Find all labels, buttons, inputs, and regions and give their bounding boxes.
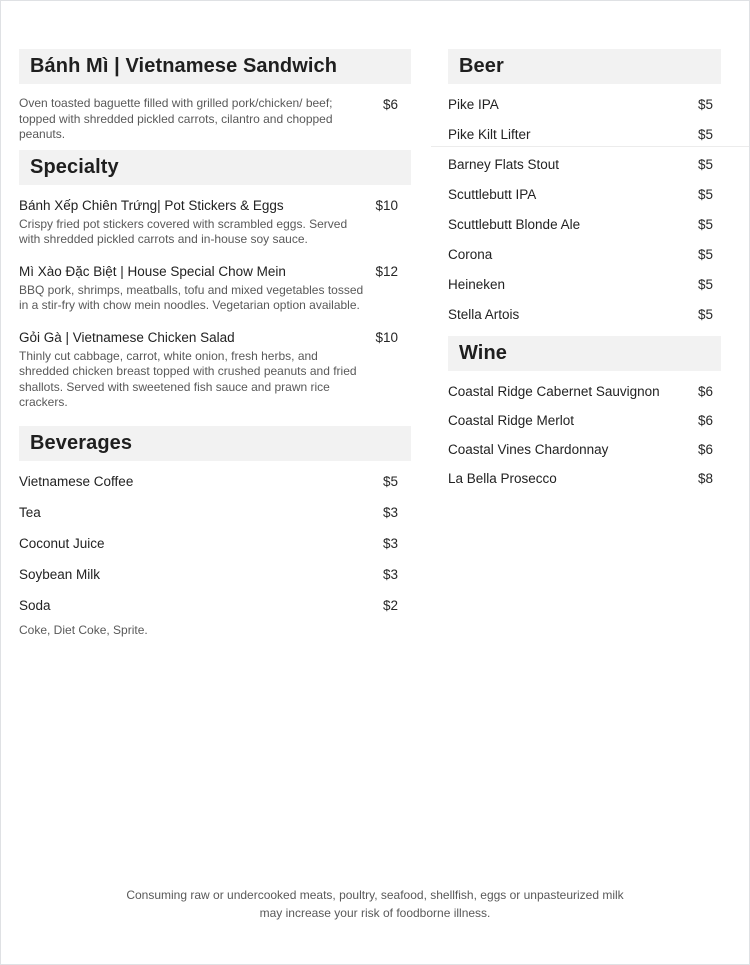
item-name: Coastal Ridge Merlot xyxy=(448,413,575,428)
section-beer xyxy=(448,49,721,324)
item-name: Soybean Milk xyxy=(19,566,101,582)
item-name: Tea xyxy=(19,504,41,520)
left-column xyxy=(19,49,411,638)
item-price: $3 xyxy=(382,504,398,520)
item-price: $6 xyxy=(697,442,713,457)
item-name: Coastal Vines Chardonnay xyxy=(448,442,609,457)
menu-item xyxy=(448,276,721,294)
item-price: $3 xyxy=(382,535,398,551)
item-description: Oven toasted baguette filled with grilled pork/chicken/ beef; topped with shredded pickled carrots, cilantro and chopped peanuts. xyxy=(19,96,333,141)
item-description: Thinly cut cabbage, carrot, white onion, fresh herbs, and shredded chicken breast topped with crushed peanuts and fried shallots. Served with sweetened fish sauce and prawn rice crackers. xyxy=(19,348,357,409)
menu-item xyxy=(19,263,411,281)
item-price: $5 xyxy=(697,247,713,262)
item-price: $6 xyxy=(382,97,398,112)
item-name: Mì Xào Đặc Biệt | House Special Chow Mein xyxy=(19,263,286,279)
menu-item xyxy=(19,197,411,215)
item-price: $12 xyxy=(375,263,398,279)
menu-item xyxy=(448,126,721,144)
section-wine xyxy=(448,336,721,488)
menu-item xyxy=(448,216,721,234)
menu-item xyxy=(448,383,721,401)
section-header-specialty: Specialty xyxy=(19,150,411,185)
item-price: $6 xyxy=(697,413,713,428)
menu-item xyxy=(448,470,721,488)
footer-disclaimer xyxy=(1,886,749,922)
menu-item xyxy=(19,566,411,584)
footer-line-1: Consuming raw or undercooked meats, poultry, seafood, shellfish, eggs or unpasteurized milk xyxy=(126,888,624,902)
item-price: $5 xyxy=(697,127,713,142)
item-price: $2 xyxy=(382,597,398,613)
item-name: Scuttlebutt IPA xyxy=(448,187,537,202)
item-price: $5 xyxy=(697,157,713,172)
item-price: $5 xyxy=(697,277,713,292)
item-price: $5 xyxy=(382,473,398,489)
item-name: Scuttlebutt Blonde Ale xyxy=(448,217,581,232)
item-name: Corona xyxy=(448,247,493,262)
item-description: Crispy fried pot stickers covered with scrambled eggs. Served with shredded pickled carrots and in-house soy sauce. xyxy=(19,216,348,246)
item-price: $10 xyxy=(375,329,398,345)
table-row-divider xyxy=(431,146,749,147)
item-name: Soda xyxy=(19,597,51,613)
item-price: $5 xyxy=(697,187,713,202)
menu-item xyxy=(448,96,721,114)
menu-item xyxy=(448,156,721,174)
item-name: Coconut Juice xyxy=(19,535,105,551)
right-column xyxy=(448,49,721,638)
item-price: $5 xyxy=(697,217,713,232)
menu-item xyxy=(19,535,411,553)
section-beverages xyxy=(19,426,411,639)
item-name: Vietnamese Coffee xyxy=(19,473,134,489)
item-name: Bánh Xếp Chiên Trứng| Pot Stickers & Eggs xyxy=(19,197,284,213)
section-banh-mi xyxy=(19,49,411,143)
item-price: $6 xyxy=(697,384,713,399)
menu-item xyxy=(448,412,721,430)
item-name: Coastal Ridge Cabernet Sauvignon xyxy=(448,384,660,399)
item-name: Barney Flats Stout xyxy=(448,157,560,172)
menu-item xyxy=(448,441,721,459)
menu-item xyxy=(19,329,411,347)
item-price: $10 xyxy=(375,197,398,213)
item-price: $3 xyxy=(382,566,398,582)
item-price: $8 xyxy=(697,471,713,486)
section-header-wine: Wine xyxy=(448,336,721,371)
item-name: Pike IPA xyxy=(448,97,499,112)
item-name: Heineken xyxy=(448,277,506,292)
item-price: $5 xyxy=(697,97,713,112)
section-header-beverages: Beverages xyxy=(19,426,411,461)
menu-item xyxy=(448,306,721,324)
menu-item xyxy=(448,246,721,264)
menu-item xyxy=(448,186,721,204)
item-price: $5 xyxy=(697,307,713,322)
item-name: Stella Artois xyxy=(448,307,520,322)
item-note: Coke, Diet Coke, Sprite. xyxy=(19,622,148,637)
item-name: La Bella Prosecco xyxy=(448,471,557,486)
section-header-beer: Beer xyxy=(448,49,721,84)
menu-item xyxy=(19,96,411,143)
item-name: Gỏi Gà | Vietnamese Chicken Salad xyxy=(19,329,235,345)
menu-item xyxy=(19,473,411,491)
footer-line-2: may increase your risk of foodborne illness. xyxy=(259,906,491,920)
item-description: BBQ pork, shrimps, meatballs, tofu and mixed vegetables tossed in a stir-fry with chow mein noodles. Vegetarian option available. xyxy=(19,282,364,312)
menu-item xyxy=(19,504,411,522)
menu-content xyxy=(1,1,749,638)
item-name: Pike Kilt Lifter xyxy=(448,127,531,142)
section-specialty xyxy=(19,150,411,411)
section-header-banh-mi: Bánh Mì | Vietnamese Sandwich xyxy=(19,49,411,84)
menu-item xyxy=(19,597,411,615)
